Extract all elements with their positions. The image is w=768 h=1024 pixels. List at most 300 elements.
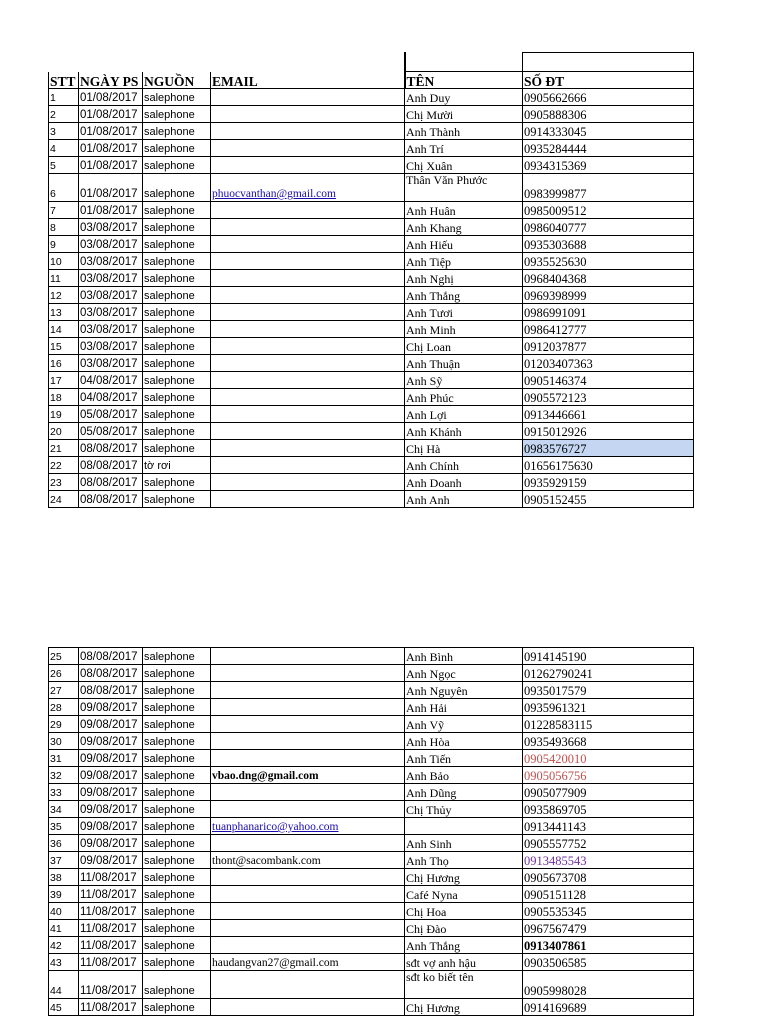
cell-name[interactable] [405,491,523,508]
cell-stt[interactable] [49,270,79,287]
cell-name[interactable] [405,440,523,457]
cell-stt[interactable] [49,852,79,869]
cell-stt[interactable] [49,767,79,784]
cell-phone[interactable] [523,270,694,287]
cell-source[interactable] [143,89,211,106]
cell-name[interactable] [405,801,523,818]
cell-email[interactable] [211,304,405,321]
cell-name[interactable] [405,716,523,733]
cell-source[interactable] [143,338,211,355]
cell-source[interactable] [143,236,211,253]
cell-date[interactable] [79,750,143,767]
cell-stt[interactable] [49,236,79,253]
cell-email[interactable] [211,389,405,406]
header-name[interactable]: TÊN [405,72,523,89]
cell-email[interactable] [211,767,405,784]
table-row [49,457,694,474]
cell-date[interactable] [79,971,143,999]
cell-name[interactable] [405,750,523,767]
cell-phone[interactable] [523,219,694,236]
cell-name[interactable] [405,202,523,219]
cell-email[interactable] [211,750,405,767]
cell-phone[interactable] [523,784,694,801]
cell-source[interactable] [143,818,211,835]
cell-email[interactable] [211,321,405,338]
cell-date[interactable] [79,665,143,682]
name-text: Anh Sinh [406,837,452,851]
cell-email[interactable] [211,423,405,440]
cell-stt[interactable] [49,682,79,699]
cell-date[interactable] [79,440,143,457]
cell-date[interactable] [79,920,143,937]
cell-name[interactable] [405,89,523,106]
cell-date[interactable] [79,406,143,423]
cell-phone[interactable] [523,852,694,869]
cell-stt[interactable] [49,835,79,852]
cell-name[interactable] [405,818,523,835]
cell-source[interactable] [143,406,211,423]
cell-date[interactable] [79,355,143,372]
cell-name[interactable] [405,219,523,236]
cell-date[interactable] [79,423,143,440]
cell-date[interactable] [79,457,143,474]
cell-name[interactable] [405,869,523,886]
cell-stt[interactable] [49,372,79,389]
cell-name[interactable] [405,835,523,852]
cell-date[interactable] [79,886,143,903]
cell-email[interactable] [211,106,405,123]
stt-text: 15 [50,341,62,353]
table-row [49,270,694,287]
table-row [49,999,694,1016]
cell-phone[interactable] [523,287,694,304]
cell-phone[interactable] [523,106,694,123]
cell-email[interactable] [211,157,405,174]
cell-stt[interactable] [49,699,79,716]
cell-name[interactable] [405,886,523,903]
cell-stt[interactable] [49,457,79,474]
cell-date[interactable] [79,338,143,355]
cell-source[interactable] [143,716,211,733]
cell-phone[interactable] [523,157,694,174]
cell-name[interactable] [405,699,523,716]
cell-stt[interactable] [49,920,79,937]
cell-email[interactable] [211,801,405,818]
cell-email[interactable] [211,665,405,682]
cell-date[interactable] [79,123,143,140]
cell-source[interactable] [143,682,211,699]
cell-phone[interactable] [523,321,694,338]
cell-phone[interactable] [523,372,694,389]
table-row [49,716,694,733]
cell-source[interactable] [143,937,211,954]
cell-phone[interactable] [523,835,694,852]
name-text: Anh Hiếu [406,238,453,252]
cell-source[interactable] [143,767,211,784]
cell-date[interactable] [79,818,143,835]
cell-email[interactable] [211,869,405,886]
cell-date[interactable] [79,733,143,750]
cell-phone[interactable] [523,457,694,474]
cell-stt[interactable] [49,406,79,423]
cell-stt[interactable] [49,140,79,157]
cell-email[interactable] [211,852,405,869]
cell-name[interactable] [405,106,523,123]
cell-stt[interactable] [49,174,79,202]
contacts-table-bottom [48,647,694,1016]
cell-email[interactable] [211,236,405,253]
header-date[interactable]: NGÀY PS [79,72,143,89]
cell-source[interactable] [143,835,211,852]
cell-phone[interactable] [523,406,694,423]
cell-name[interactable] [405,733,523,750]
cell-date[interactable] [79,852,143,869]
cell-email[interactable] [211,406,405,423]
cell-name[interactable] [405,123,523,140]
cell-source[interactable] [143,733,211,750]
table-row [49,954,694,971]
cell-date[interactable] [79,389,143,406]
cell-date[interactable] [79,270,143,287]
cell-source[interactable] [143,140,211,157]
source-text: salephone [144,1002,195,1014]
cell-name[interactable] [405,236,523,253]
cell-email[interactable] [211,338,405,355]
cell-name[interactable] [405,852,523,869]
cell-stt[interactable] [49,106,79,123]
cell-email[interactable] [211,253,405,270]
cell-email[interactable] [211,270,405,287]
cell-source[interactable] [143,665,211,682]
cell-phone[interactable] [523,389,694,406]
cell-date[interactable] [79,106,143,123]
cell-date[interactable] [79,157,143,174]
cell-source[interactable] [143,304,211,321]
cell-phone[interactable] [523,818,694,835]
header-stt[interactable]: STT [49,72,79,89]
cell-date[interactable] [79,699,143,716]
cell-email[interactable] [211,716,405,733]
cell-email[interactable] [211,474,405,491]
cell-phone[interactable] [523,954,694,971]
cell-source[interactable] [143,253,211,270]
cell-email[interactable] [211,784,405,801]
cell-source[interactable] [143,202,211,219]
table-row [49,784,694,801]
cell-email[interactable] [211,491,405,508]
cell-date[interactable] [79,869,143,886]
cell-source[interactable] [143,920,211,937]
cell-stt[interactable] [49,716,79,733]
cell-name[interactable] [405,954,523,971]
cell-source[interactable] [143,389,211,406]
cell-name[interactable] [405,304,523,321]
cell-stt[interactable] [49,219,79,236]
table-row [49,801,694,818]
cell-phone[interactable] [523,903,694,920]
cell-stt[interactable] [49,440,79,457]
cell-email[interactable] [211,699,405,716]
cell-phone[interactable] [523,971,694,999]
cell-phone[interactable] [523,123,694,140]
cell-source[interactable] [143,852,211,869]
cell-source[interactable] [143,903,211,920]
cell-phone[interactable] [523,355,694,372]
table-row [49,733,694,750]
cell-source[interactable] [143,999,211,1016]
cell-source[interactable] [143,784,211,801]
cell-email[interactable] [211,886,405,903]
cell-source[interactable] [143,287,211,304]
cell-source[interactable] [143,457,211,474]
cell-source[interactable] [143,801,211,818]
date-text: 09/08/2017 [80,770,138,782]
cell-source[interactable] [143,971,211,999]
cell-stt[interactable] [49,784,79,801]
cell-name[interactable] [405,474,523,491]
cell-name[interactable] [405,253,523,270]
cell-stt[interactable] [49,750,79,767]
cell-stt[interactable] [49,474,79,491]
cell-stt[interactable] [49,89,79,106]
cell-email[interactable] [211,920,405,937]
cell-name[interactable] [405,971,523,999]
cell-phone[interactable] [523,801,694,818]
cell-date[interactable] [79,784,143,801]
cell-stt[interactable] [49,157,79,174]
cell-date[interactable] [79,140,143,157]
cell-source[interactable] [143,219,211,236]
cell-phone[interactable] [523,716,694,733]
cell-phone[interactable] [523,767,694,784]
cell-phone[interactable] [523,886,694,903]
cell-stt[interactable] [49,287,79,304]
cell-stt[interactable] [49,665,79,682]
cell-date[interactable] [79,236,143,253]
cell-email[interactable] [211,903,405,920]
cell-source[interactable] [143,648,211,665]
cell-phone[interactable] [523,648,694,665]
header-spacer-row [49,53,694,72]
cell-source[interactable] [143,355,211,372]
cell-phone[interactable] [523,937,694,954]
cell-name[interactable] [405,174,523,202]
cell-stt[interactable] [49,733,79,750]
cell-name[interactable] [405,937,523,954]
cell-date[interactable] [79,648,143,665]
cell-name[interactable] [405,321,523,338]
cell-stt[interactable] [49,999,79,1016]
cell-stt[interactable] [49,253,79,270]
cell-stt[interactable] [49,491,79,508]
cell-stt[interactable] [49,648,79,665]
cell-stt[interactable] [49,869,79,886]
cell-phone[interactable] [523,304,694,321]
cell-date[interactable] [79,682,143,699]
cell-phone[interactable] [523,869,694,886]
cell-name[interactable] [405,157,523,174]
cell-name[interactable] [405,338,523,355]
cell-date[interactable] [79,801,143,818]
cell-phone[interactable] [523,750,694,767]
cell-email[interactable] [211,835,405,852]
cell-date[interactable] [79,321,143,338]
cell-stt[interactable] [49,202,79,219]
cell-source[interactable] [143,123,211,140]
cell-date[interactable] [79,174,143,202]
date-text: 01/08/2017 [80,143,138,155]
cell-phone[interactable] [523,236,694,253]
cell-phone[interactable] [523,682,694,699]
cell-stt[interactable] [49,886,79,903]
cell-name[interactable] [405,648,523,665]
cell-stt[interactable] [49,338,79,355]
cell-stt[interactable] [49,818,79,835]
cell-source[interactable] [143,491,211,508]
cell-name[interactable] [405,767,523,784]
cell-phone[interactable] [523,733,694,750]
cell-name[interactable] [405,903,523,920]
cell-phone[interactable] [523,665,694,682]
cell-date[interactable] [79,253,143,270]
cell-date[interactable] [79,287,143,304]
cell-phone[interactable] [523,699,694,716]
cell-email[interactable] [211,457,405,474]
cell-email[interactable] [211,89,405,106]
cell-source[interactable] [143,157,211,174]
cell-phone[interactable] [523,174,694,202]
cell-stt[interactable] [49,355,79,372]
cell-email[interactable] [211,648,405,665]
cell-source[interactable] [143,869,211,886]
cell-email[interactable] [211,954,405,971]
cell-stt[interactable] [49,123,79,140]
cell-name[interactable] [405,355,523,372]
date-text: 03/08/2017 [80,256,138,268]
cell-email[interactable] [211,202,405,219]
cell-date[interactable] [79,491,143,508]
cell-name[interactable] [405,389,523,406]
cell-name[interactable] [405,423,523,440]
source-text: salephone [144,222,195,234]
cell-phone[interactable] [523,491,694,508]
cell-name[interactable] [405,999,523,1016]
cell-date[interactable] [79,372,143,389]
date-text: 03/08/2017 [80,222,138,234]
cell-email[interactable] [211,818,405,835]
cell-email[interactable] [211,140,405,157]
cell-date[interactable] [79,716,143,733]
cell-name[interactable] [405,270,523,287]
cell-date[interactable] [79,767,143,784]
cell-phone[interactable] [523,440,694,457]
cell-email[interactable] [211,733,405,750]
cell-name[interactable] [405,287,523,304]
header-email[interactable]: EMAIL [211,72,405,89]
cell-source[interactable] [143,699,211,716]
cell-email[interactable] [211,174,405,202]
cell-source[interactable] [143,954,211,971]
cell-source[interactable] [143,750,211,767]
cell-stt[interactable] [49,937,79,954]
cell-phone[interactable] [523,89,694,106]
header-source[interactable]: NGUỒN [143,72,211,89]
cell-phone[interactable] [523,338,694,355]
cell-source[interactable] [143,372,211,389]
cell-email[interactable] [211,999,405,1016]
cell-email[interactable] [211,937,405,954]
cell-source[interactable] [143,270,211,287]
cell-date[interactable] [79,954,143,971]
cell-stt[interactable] [49,389,79,406]
name-text: Anh Duy [406,91,451,105]
cell-date[interactable] [79,202,143,219]
cell-email[interactable] [211,440,405,457]
cell-date[interactable] [79,999,143,1016]
cell-email[interactable] [211,355,405,372]
cell-stt[interactable] [49,954,79,971]
cell-email[interactable] [211,971,405,999]
cell-phone[interactable] [523,253,694,270]
cell-source[interactable] [143,321,211,338]
stt-text: 20 [50,426,62,438]
cell-stt[interactable] [49,971,79,999]
cell-date[interactable] [79,937,143,954]
cell-stt[interactable] [49,801,79,818]
cell-date[interactable] [79,89,143,106]
cell-stt[interactable] [49,903,79,920]
cell-source[interactable] [143,474,211,491]
cell-date[interactable] [79,304,143,321]
cell-phone[interactable] [523,999,694,1016]
cell-name[interactable] [405,920,523,937]
cell-date[interactable] [79,903,143,920]
cell-phone[interactable] [523,140,694,157]
cell-phone[interactable] [523,423,694,440]
cell-name[interactable] [405,372,523,389]
cell-name[interactable] [405,682,523,699]
cell-source[interactable] [143,886,211,903]
cell-date[interactable] [79,219,143,236]
cell-name[interactable] [405,457,523,474]
cell-email[interactable] [211,682,405,699]
date-text: 03/08/2017 [80,341,138,353]
date-text: 01/08/2017 [80,109,138,121]
cell-source[interactable] [143,106,211,123]
cell-name[interactable] [405,665,523,682]
cell-email[interactable] [211,219,405,236]
cell-phone[interactable] [523,474,694,491]
cell-stt[interactable] [49,304,79,321]
date-text: 03/08/2017 [80,290,138,302]
cell-date[interactable] [79,835,143,852]
cell-source[interactable] [143,440,211,457]
header-phone[interactable]: SỐ ĐT [523,72,694,89]
cell-date[interactable] [79,474,143,491]
cell-stt[interactable] [49,423,79,440]
cell-email[interactable] [211,372,405,389]
cell-phone[interactable] [523,202,694,219]
cell-name[interactable] [405,784,523,801]
cell-email[interactable] [211,123,405,140]
cell-phone[interactable] [523,920,694,937]
cell-stt[interactable] [49,321,79,338]
cell-name[interactable] [405,406,523,423]
cell-name[interactable] [405,140,523,157]
cell-source[interactable] [143,423,211,440]
cell-source[interactable] [143,174,211,202]
cell-email[interactable] [211,287,405,304]
